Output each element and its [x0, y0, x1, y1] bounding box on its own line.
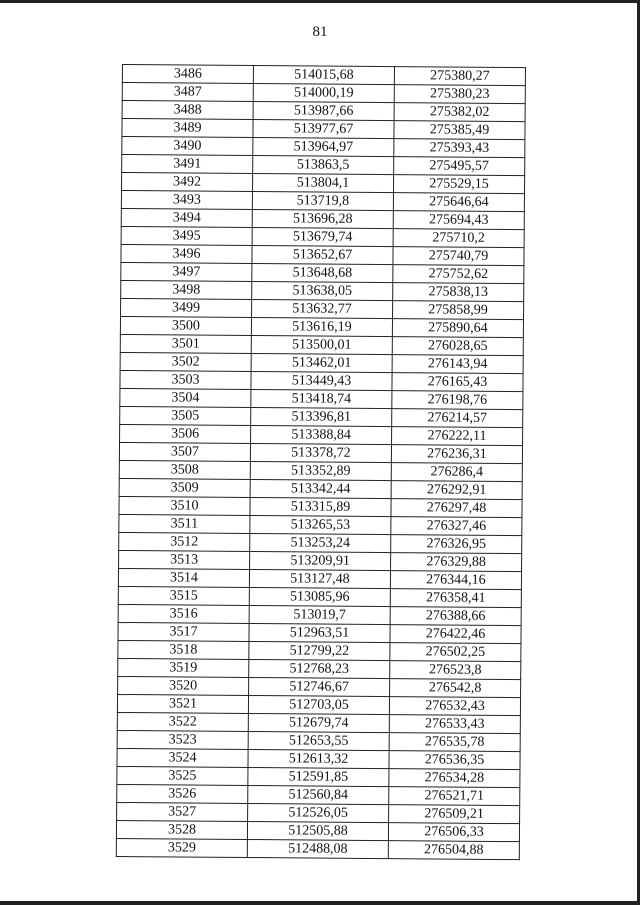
x-coordinate-cell: 513632,77	[252, 300, 393, 319]
point-number-cell: 3487	[122, 83, 253, 102]
y-coordinate-cell: 275710,2	[393, 229, 524, 248]
y-coordinate-cell: 275382,02	[394, 103, 525, 122]
y-coordinate-cell: 276329,88	[391, 553, 522, 572]
x-coordinate-cell: 513804,1	[253, 174, 394, 193]
x-coordinate-cell: 512703,05	[248, 696, 389, 715]
point-number-cell: 3511	[119, 514, 250, 533]
x-coordinate-cell: 513719,8	[252, 192, 393, 211]
point-number-cell: 3500	[120, 316, 251, 335]
y-coordinate-cell: 276143,94	[392, 355, 523, 374]
y-coordinate-cell: 276502,25	[390, 643, 521, 662]
y-coordinate-cell: 276236,31	[391, 445, 522, 464]
y-coordinate-cell: 276344,16	[390, 571, 521, 590]
y-coordinate-cell: 275740,79	[393, 247, 524, 266]
x-coordinate-cell: 513265,53	[250, 516, 391, 535]
x-coordinate-cell: 512526,05	[248, 804, 389, 823]
x-coordinate-cell: 513964,97	[253, 138, 394, 157]
point-number-cell: 3524	[117, 748, 248, 767]
y-coordinate-cell: 276523,8	[390, 661, 521, 680]
point-number-cell: 3509	[119, 478, 250, 497]
x-coordinate-cell: 512679,74	[248, 714, 389, 733]
point-number-cell: 3520	[118, 676, 249, 695]
y-coordinate-cell: 276292,91	[391, 481, 522, 500]
x-coordinate-cell: 513396,81	[251, 408, 392, 427]
point-number-cell: 3516	[118, 604, 249, 623]
point-number-cell: 3503	[120, 370, 251, 389]
y-coordinate-cell: 275495,57	[394, 157, 525, 176]
x-coordinate-cell: 513616,19	[251, 318, 392, 337]
y-coordinate-cell: 275380,27	[394, 67, 525, 86]
x-coordinate-cell: 513378,72	[250, 444, 391, 463]
y-coordinate-cell: 275529,15	[393, 175, 524, 194]
point-number-cell: 3499	[121, 298, 252, 317]
point-number-cell: 3528	[116, 820, 247, 839]
x-coordinate-cell: 512746,67	[249, 678, 390, 697]
y-coordinate-cell: 276388,66	[390, 607, 521, 626]
y-coordinate-cell: 275752,62	[393, 265, 524, 284]
y-coordinate-cell: 276422,46	[390, 625, 521, 644]
x-coordinate-cell: 512799,22	[249, 642, 390, 661]
y-coordinate-cell: 276198,76	[392, 391, 523, 410]
point-number-cell: 3493	[121, 191, 252, 210]
x-coordinate-cell: 512560,84	[248, 786, 389, 805]
point-number-cell: 3517	[118, 622, 249, 641]
y-coordinate-cell: 276535,78	[389, 733, 520, 752]
point-number-cell: 3525	[117, 766, 248, 785]
x-coordinate-cell: 513652,67	[252, 246, 393, 265]
x-coordinate-cell: 513388,84	[251, 426, 392, 445]
point-number-cell: 3527	[117, 802, 248, 821]
point-number-cell: 3498	[121, 280, 252, 299]
x-coordinate-cell: 513863,5	[253, 156, 394, 175]
y-coordinate-cell: 276214,57	[392, 409, 523, 428]
x-coordinate-cell: 513977,67	[253, 120, 394, 139]
top-border-line	[0, 0, 640, 3]
page-number: 81	[312, 24, 328, 40]
y-coordinate-cell: 276521,71	[389, 787, 520, 806]
x-coordinate-cell: 514015,68	[253, 66, 394, 85]
point-number-cell: 3490	[122, 137, 253, 156]
point-number-cell: 3501	[120, 334, 251, 353]
point-number-cell: 3491	[122, 155, 253, 174]
y-coordinate-cell: 275393,43	[394, 139, 525, 158]
y-coordinate-cell: 275385,49	[394, 121, 525, 140]
x-coordinate-cell: 513462,01	[251, 354, 392, 373]
point-number-cell: 3488	[122, 101, 253, 120]
y-coordinate-cell: 275380,23	[394, 85, 525, 104]
x-coordinate-cell: 512963,51	[249, 624, 390, 643]
y-coordinate-cell: 275646,64	[393, 193, 524, 212]
x-coordinate-cell: 513352,89	[250, 462, 391, 481]
y-coordinate-cell: 276534,28	[389, 769, 520, 788]
point-number-cell: 3505	[120, 406, 251, 425]
y-coordinate-cell: 275838,13	[393, 283, 524, 302]
point-number-cell: 3502	[120, 352, 251, 371]
point-number-cell: 3526	[117, 784, 248, 803]
x-coordinate-cell: 513315,89	[250, 498, 391, 517]
point-number-cell: 3486	[122, 65, 253, 84]
point-number-cell: 3512	[119, 532, 250, 551]
point-number-cell: 3504	[120, 388, 251, 407]
x-coordinate-cell: 513209,91	[250, 552, 391, 571]
y-coordinate-cell: 276327,46	[391, 517, 522, 536]
x-coordinate-cell: 513679,74	[252, 228, 393, 247]
y-coordinate-cell: 276536,35	[389, 751, 520, 770]
x-coordinate-cell: 513500,01	[251, 336, 392, 355]
point-number-cell: 3508	[119, 460, 250, 479]
y-coordinate-cell: 276509,21	[389, 805, 520, 824]
point-number-cell: 3522	[117, 712, 248, 731]
x-coordinate-cell: 513253,24	[250, 534, 391, 553]
point-number-cell: 3492	[122, 173, 253, 192]
x-coordinate-cell: 513696,28	[252, 210, 393, 229]
point-number-cell: 3507	[119, 442, 250, 461]
point-number-cell: 3506	[120, 424, 251, 443]
x-coordinate-cell: 513449,43	[251, 372, 392, 391]
point-number-cell: 3521	[117, 694, 248, 713]
y-coordinate-cell: 275694,43	[393, 211, 524, 230]
point-number-cell: 3514	[118, 568, 249, 587]
y-coordinate-cell: 276028,65	[392, 337, 523, 356]
point-number-cell: 3515	[118, 586, 249, 605]
x-coordinate-cell: 514000,19	[253, 84, 394, 103]
point-number-cell: 3513	[119, 550, 250, 569]
x-coordinate-cell: 513987,66	[253, 102, 394, 121]
y-coordinate-cell: 276532,43	[389, 697, 520, 716]
point-number-cell: 3494	[121, 208, 252, 227]
y-coordinate-cell: 276533,43	[389, 715, 520, 734]
y-coordinate-cell: 276286,4	[391, 463, 522, 482]
x-coordinate-cell: 512613,32	[248, 750, 389, 769]
y-coordinate-cell: 275858,99	[393, 301, 524, 320]
point-number-cell: 3518	[118, 640, 249, 659]
y-coordinate-cell: 276297,48	[391, 499, 522, 518]
point-number-cell: 3496	[121, 244, 252, 263]
x-coordinate-cell: 512505,88	[247, 822, 388, 841]
table-row	[116, 838, 519, 859]
point-number-cell: 3497	[121, 262, 252, 281]
x-coordinate-cell: 513418,74	[251, 390, 392, 409]
x-coordinate-cell: 513127,48	[249, 570, 390, 589]
point-number-cell: 3489	[122, 119, 253, 138]
y-coordinate-cell: 276542,8	[390, 679, 521, 698]
x-coordinate-cell: 513648,68	[252, 264, 393, 283]
x-coordinate-cell: 513342,44	[250, 480, 391, 499]
y-coordinate-cell: 275890,64	[392, 319, 523, 338]
y-coordinate-cell: 276358,41	[390, 589, 521, 608]
y-coordinate-cell: 276326,95	[391, 535, 522, 554]
point-number-cell: 3523	[117, 730, 248, 749]
x-coordinate-cell: 512488,08	[247, 840, 388, 859]
x-coordinate-cell: 512591,85	[248, 768, 389, 787]
coordinates-table-body	[116, 65, 525, 860]
y-coordinate-cell: 276165,43	[392, 373, 523, 392]
y-coordinate-cell: 276506,33	[388, 823, 519, 842]
point-number-cell: 3519	[118, 658, 249, 677]
y-coordinate-cell: 276504,88	[388, 841, 519, 860]
point-number-cell: 3495	[121, 226, 252, 245]
point-number-cell: 3510	[119, 496, 250, 515]
y-coordinate-cell: 276222,11	[392, 427, 523, 446]
x-coordinate-cell: 512768,23	[249, 660, 390, 679]
x-coordinate-cell: 512653,55	[248, 732, 389, 751]
point-number-cell: 3529	[116, 838, 247, 857]
coordinates-table	[116, 64, 526, 860]
x-coordinate-cell: 513019,7	[249, 606, 390, 625]
bottom-border-line	[0, 901, 640, 905]
x-coordinate-cell: 513638,05	[252, 282, 393, 301]
x-coordinate-cell: 513085,96	[249, 588, 390, 607]
